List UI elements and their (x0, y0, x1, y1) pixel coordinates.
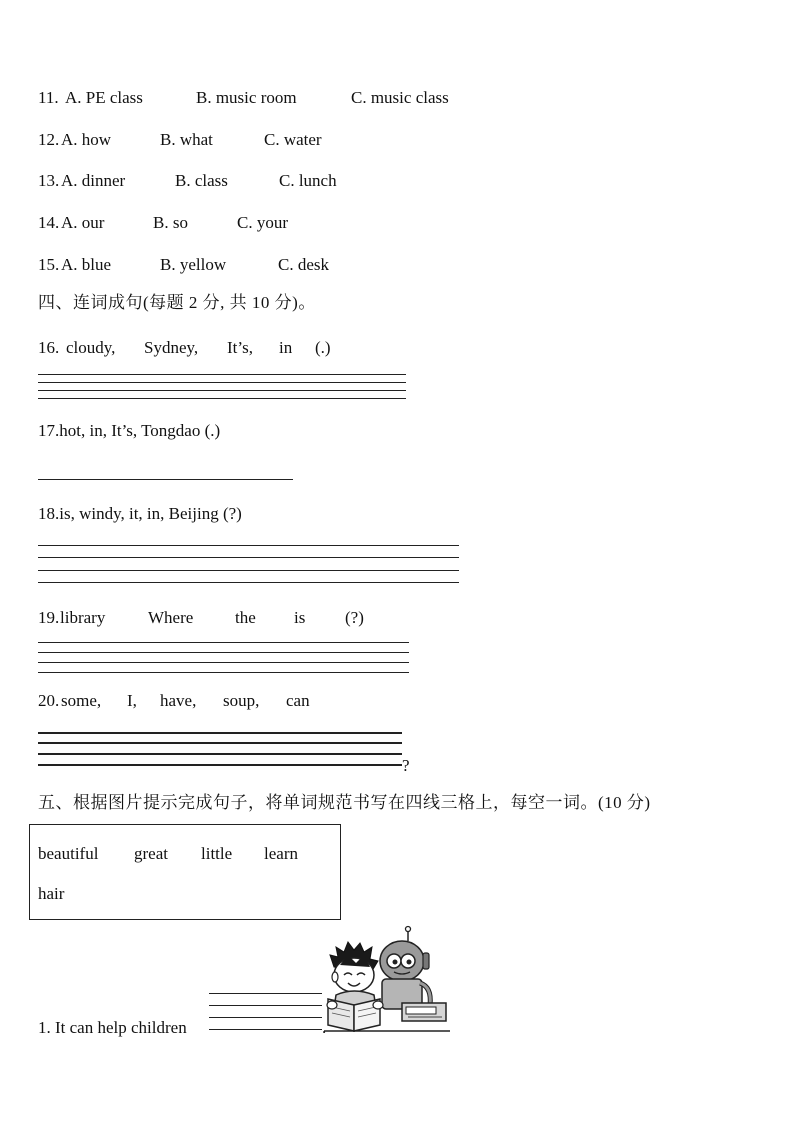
word-tile: I, (127, 691, 137, 710)
question-number: 13. (38, 171, 60, 190)
option-a: A. PE class (65, 88, 143, 107)
question-17: 17.hot, in, It’s, Tongdao (.) (38, 421, 221, 440)
question-number: 19. (38, 608, 60, 627)
option-b: B. music room (196, 88, 297, 107)
word-tile: Sydney, (144, 338, 199, 357)
option-b: B. yellow (160, 255, 227, 274)
question-18: 18.is, windy, it, in, Beijing (?) (38, 504, 242, 523)
option-c: C. music class (351, 88, 449, 107)
section-4-heading: 四、连词成句(每题 2 分, 共 10 分)。 (38, 293, 316, 312)
option-a: A. blue (61, 255, 112, 274)
option-b: B. class (175, 171, 228, 190)
word-tile: Where (148, 608, 194, 627)
question-mark: ? (402, 756, 410, 775)
question-number: 11. (38, 88, 59, 107)
word-tile: can (286, 691, 310, 710)
word-tile: library (60, 608, 106, 627)
word-tile: in (279, 338, 293, 357)
word-bank-word: learn (264, 844, 298, 863)
question-number: 16. (38, 338, 60, 357)
option-a: A. our (61, 213, 105, 232)
word-tile: the (235, 608, 256, 627)
word-tile: cloudy, (66, 338, 116, 357)
word-tile: have, (160, 691, 197, 710)
word-tile: soup, (223, 691, 260, 710)
word-bank-word: great (134, 844, 168, 863)
word-bank-box (29, 824, 341, 920)
word-bank-word: little (201, 844, 233, 863)
option-b: B. what (160, 130, 213, 149)
section-5-heading: 五、根据图片提示完成句子，将单词规范书写在四线三格上，每空一词。(10 分) (38, 793, 651, 812)
word-bank-word: hair (38, 884, 65, 903)
question-number: 20. (38, 691, 60, 710)
boy-and-robot-illustration (324, 925, 450, 1033)
word-tile: (.) (315, 338, 331, 357)
word-tile: some, (61, 691, 102, 710)
period-mark: . (322, 1018, 327, 1037)
word-bank-word: beautiful (38, 844, 99, 863)
option-c: C. your (237, 213, 288, 232)
word-tile: (?) (345, 608, 364, 627)
question-5-1: 1. It can help children (38, 1018, 187, 1037)
word-tile: It’s, (227, 338, 253, 357)
question-number: 14. (38, 213, 60, 232)
option-a: A. how (61, 130, 112, 149)
word-tile: is (294, 608, 306, 627)
option-c: C. desk (278, 255, 329, 274)
question-number: 15. (38, 255, 60, 274)
option-c: C. water (264, 130, 322, 149)
option-c: C. lunch (279, 171, 337, 190)
option-a: A. dinner (61, 171, 126, 190)
question-number: 12. (38, 130, 60, 149)
option-b: B. so (153, 213, 188, 232)
